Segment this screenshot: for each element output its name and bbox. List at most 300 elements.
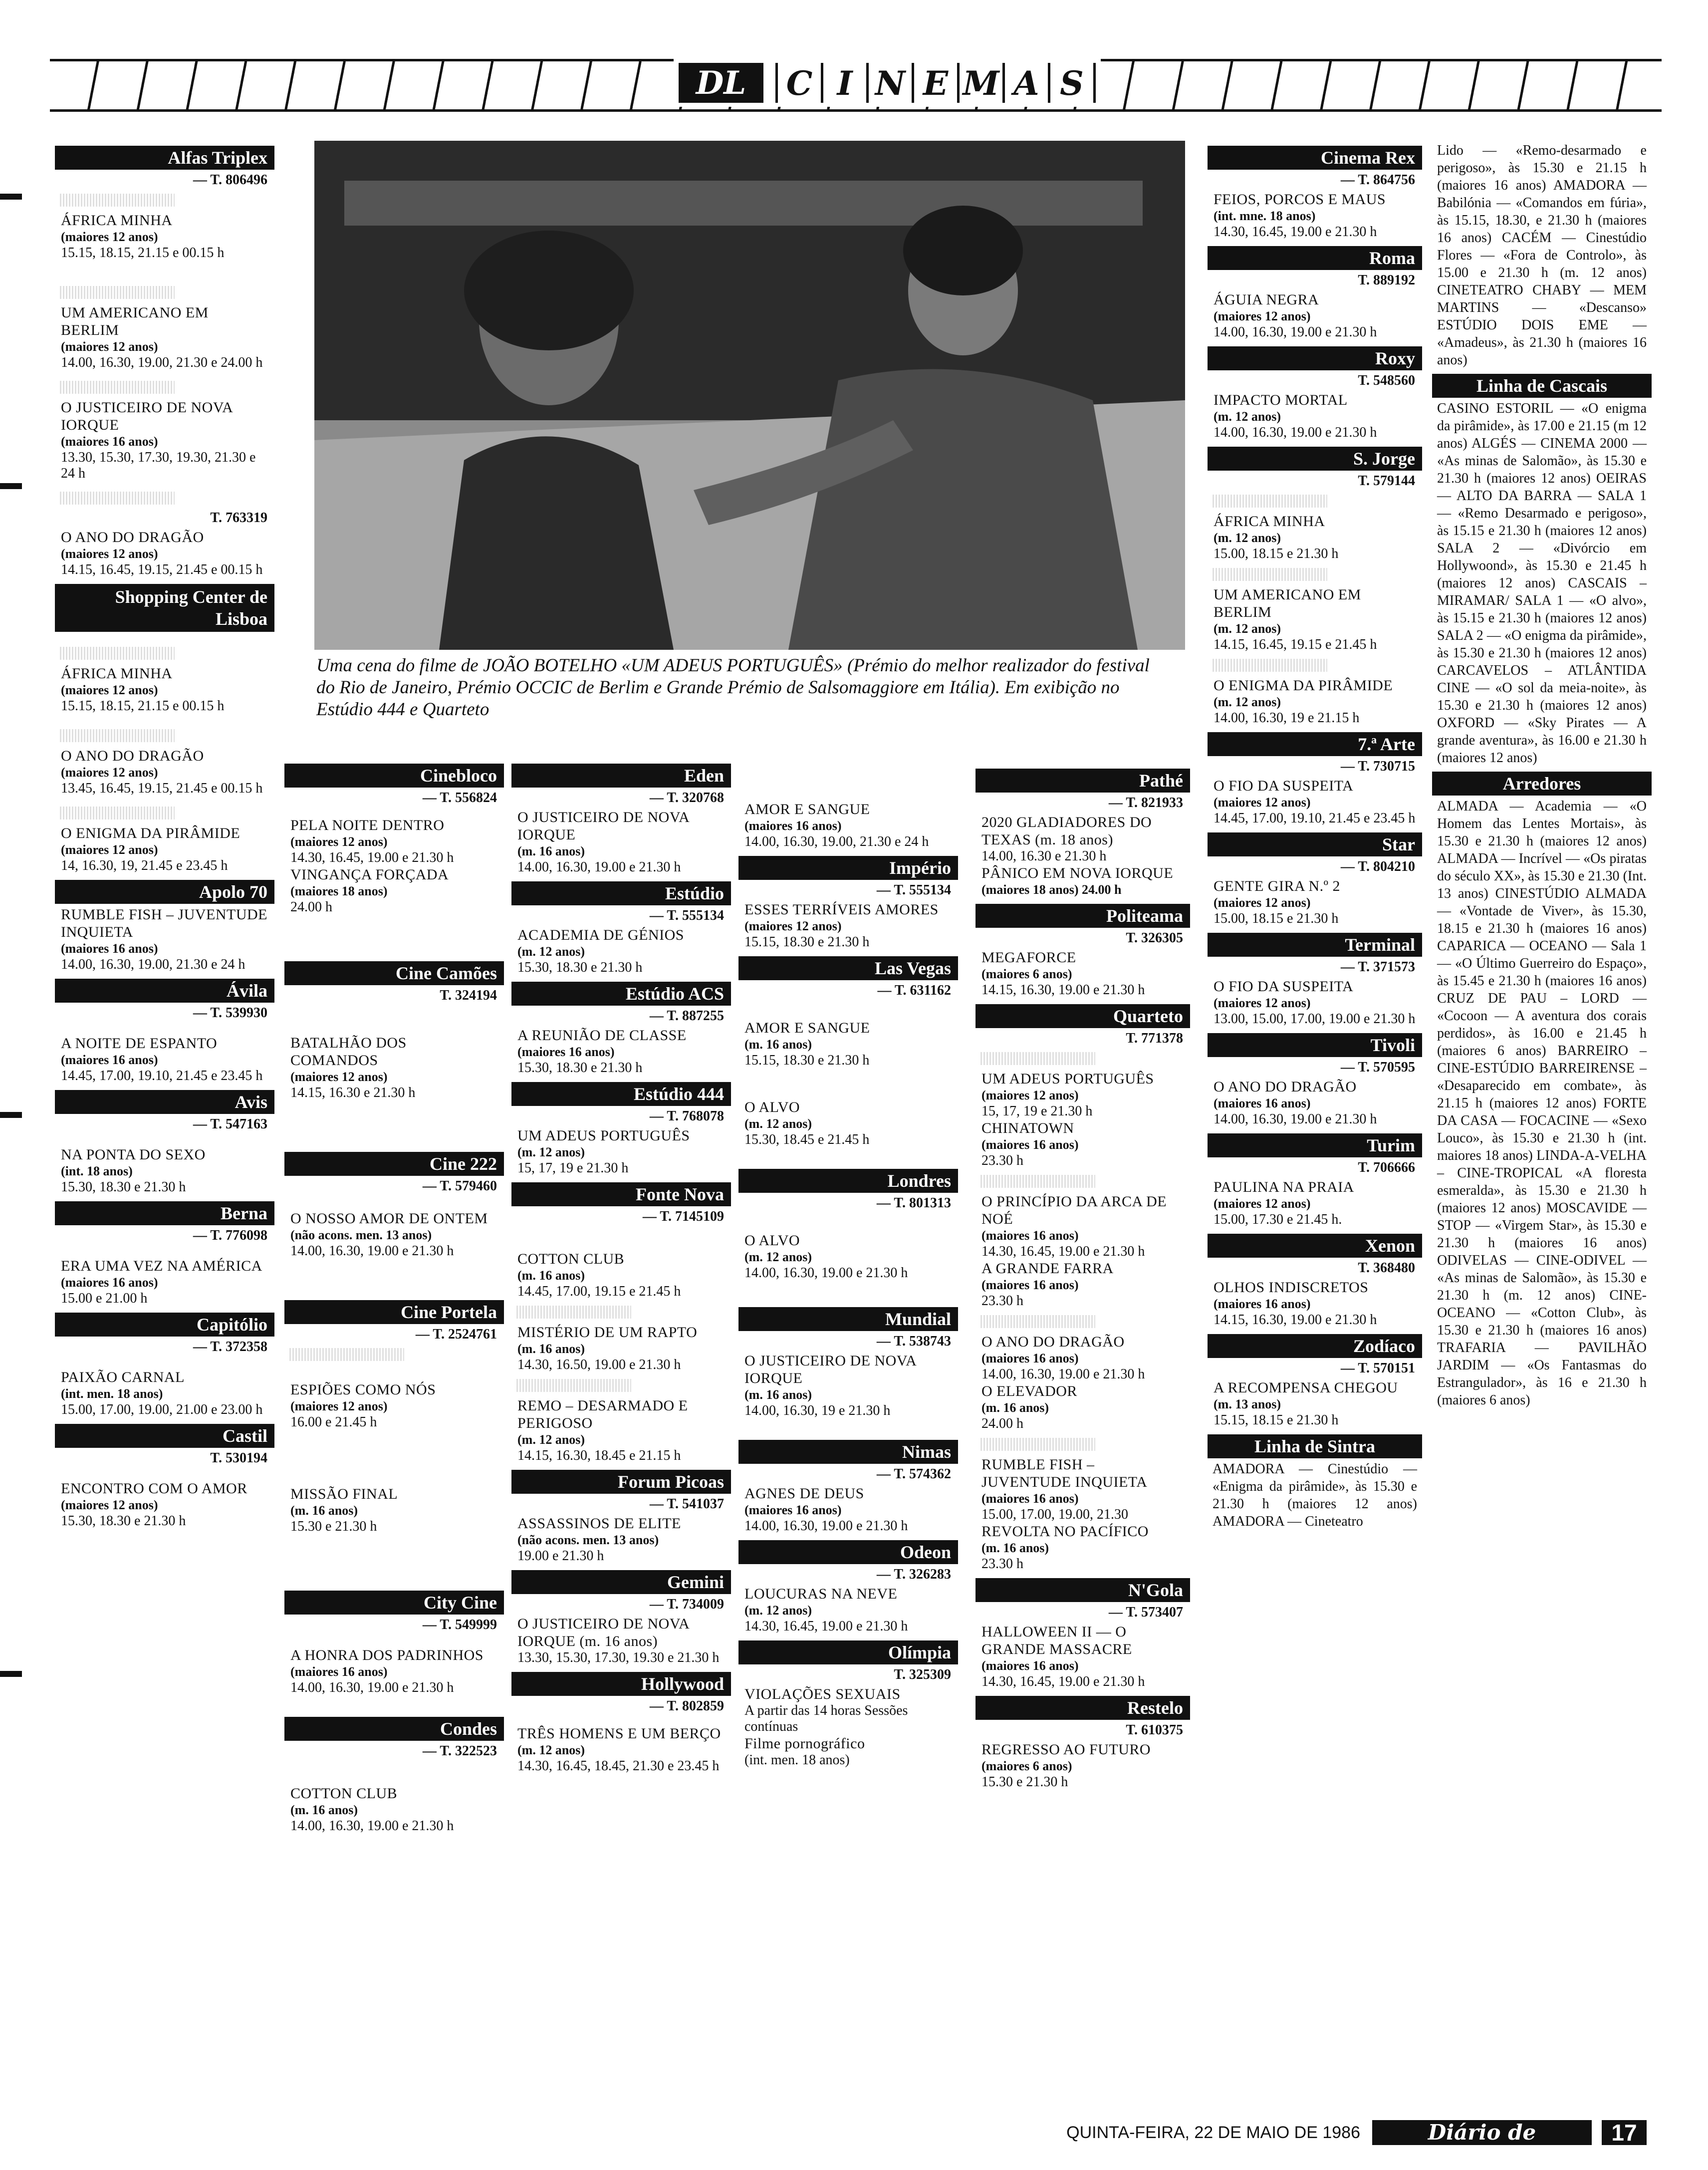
film-listing — [517, 1324, 725, 1373]
film-listing — [744, 1685, 952, 1768]
film-listing — [61, 399, 268, 482]
film-title: O JUSTICEIRO DE NOVA IORQUE — [61, 399, 233, 433]
film-times: 13.45, 16.45, 19.15, 21.45 e 00.15 h — [61, 781, 263, 796]
film-listing — [981, 1456, 1184, 1572]
film-times: 15, 17, 19 e 21.30 h — [981, 1103, 1093, 1119]
halftone-ornament — [60, 492, 175, 505]
film-title: MISSÃO FINAL — [290, 1486, 398, 1502]
film-title: O ANO DO DRAGÃO — [1214, 1079, 1357, 1095]
cinema-phone: — T. 556824 — [422, 790, 497, 806]
film-rating: (não acons. men. 13 anos) — [517, 1533, 659, 1547]
film-rating: (m. 12 anos) — [517, 1432, 585, 1447]
film-listing — [981, 1623, 1184, 1690]
film-times: 14.00, 16.30, 19.00 e 21.30 h — [981, 1366, 1145, 1382]
cinema-name: Roma — [1208, 246, 1422, 270]
cinema-phone: — T. 806496 — [193, 172, 267, 188]
film-title: PAULINA NA PRAIA — [1214, 1179, 1354, 1195]
film-title: RUMBLE FISH – JUVENTUDE INQUIETA — [981, 1456, 1148, 1490]
film-title: REGRESSO AO FUTURO — [981, 1741, 1151, 1758]
film-times: 14.30, 16.45, 19.00 e 21.30 h — [744, 1619, 908, 1634]
film-title: MEGAFORCE — [981, 949, 1076, 966]
film-listing — [517, 1127, 725, 1176]
film-rating: (maiores 12 anos) — [290, 1399, 388, 1413]
film-title: A REUNIÃO DE CLASSE — [517, 1027, 687, 1044]
column-7 — [1432, 141, 1652, 1411]
film-title: ERA UMA VEZ NA AMÉRICA — [61, 1258, 262, 1274]
section-header — [674, 59, 1101, 107]
film-times: 14.30, 16.45, 19.00 e 21.30 h — [981, 1674, 1145, 1689]
film-listing — [290, 1785, 498, 1834]
cinema-name: Politeama — [976, 904, 1190, 928]
cinema-phone: — T. 887255 — [649, 1008, 724, 1024]
film-rating: (maiores 16 anos) — [744, 818, 842, 833]
film-rating: (m. 16 anos) — [290, 1503, 358, 1518]
film-title: O FIO DA SUSPEITA — [1214, 778, 1354, 794]
film-rating: (maiores 16 anos) — [981, 1137, 1079, 1152]
film-times: 14.00, 16.30, 19.00 e 21.30 h — [290, 1680, 454, 1695]
film-rating: (maiores 16 anos) — [981, 1491, 1079, 1506]
film-rating: (int. men. 18 anos) — [61, 1386, 163, 1401]
halftone-ornament — [516, 1306, 631, 1319]
film-listing — [61, 1368, 268, 1418]
film-title: HALLOWEEN II — O GRANDE MASSACRE — [981, 1624, 1132, 1657]
film-times: 13.30, 15.30, 17.30, 19.30, 21.30 e 24 h — [61, 450, 256, 481]
cinema-phone: T. 325309 — [894, 1667, 951, 1682]
region-header: Linha de Sintra — [1208, 1434, 1422, 1458]
film-title: REVOLTA NO PACÍFICO — [981, 1523, 1149, 1540]
cinema-phone: — T. 541037 — [649, 1496, 724, 1512]
margin-mark — [0, 194, 22, 200]
margin-mark — [0, 1112, 22, 1118]
halftone-ornament — [289, 1348, 404, 1361]
dl-logo: DL — [679, 63, 763, 103]
cinema-name: Estúdio 444 — [511, 1082, 731, 1106]
film-rating: (maiores 12 anos) — [61, 230, 158, 244]
film-rating: (m. 12 anos) — [744, 1603, 812, 1618]
film-rating: (m. 12 anos) — [1214, 531, 1281, 545]
film-times: 14.15, 16.45, 19.15, 21.45 e 00.15 h — [61, 562, 263, 577]
film-rating: (maiores 12 anos) — [1214, 996, 1311, 1010]
film-times: 14.30, 16.45, 19.00 e 21.30 h — [981, 1244, 1145, 1259]
film-title: O ALVO — [744, 1099, 800, 1115]
film-title: A HONRA DOS PADRINHOS — [290, 1647, 484, 1663]
film-listing — [1214, 391, 1416, 441]
film-listing — [517, 1615, 725, 1666]
film-times: 13.30, 15.30, 17.30, 19.30 e 21.30 h — [517, 1650, 720, 1665]
film-rating: (m. 12 anos) — [1214, 621, 1281, 636]
film-listing — [290, 816, 498, 915]
film-title: PÂNICO EM NOVA IORQUE — [981, 865, 1174, 881]
film-title: AMOR E SANGUE — [744, 801, 870, 817]
margin-mark — [0, 483, 22, 489]
film-rating: (maiores 16 anos) — [61, 434, 158, 449]
cinema-phone: — T. 539930 — [193, 1005, 267, 1021]
film-times: 15.30, 18.30 e 21.30 h — [517, 960, 643, 975]
film-title: O ELEVADOR — [981, 1383, 1077, 1399]
film-listing — [61, 824, 268, 874]
photo-caption: Uma cena do filme de JOÃO BOTELHO «UM ADEUS PORTUGUÊS» (Prémio do melhor realizador do festival do Rio de Janeiro, Prémio OCCIC de Berlim e Grande Prémio de Salsomaggiore em Itália). Em exibição no Estúdio 444 e Quarteto — [316, 655, 1150, 720]
halftone-ornament — [980, 1438, 1095, 1451]
cinema-phone: T. 530194 — [210, 1450, 267, 1466]
cinema-phone: T. 368480 — [1358, 1260, 1415, 1276]
film-times: 15.15, 18.30 e 21.30 h — [744, 1053, 870, 1068]
header-letter: I — [821, 63, 866, 103]
film-rating: (m. 16 anos) — [290, 1803, 358, 1817]
film-listing — [61, 1146, 268, 1195]
film-rating: (maiores 16 anos) — [981, 1278, 1079, 1292]
film-listing — [981, 1333, 1184, 1432]
film-times: 14.00, 16.30, 19.00, 21.30 e 24.00 h — [61, 355, 263, 370]
film-times: 14.15, 16.30, 19.00 e 21.30 h — [1214, 1312, 1377, 1328]
film-title: LOUCURAS NA NEVE — [744, 1586, 898, 1602]
film-rating: (m. 16 anos) — [517, 1342, 585, 1356]
cinema-name: Las Vegas — [738, 956, 958, 980]
halftone-ornament — [980, 1052, 1095, 1065]
film-listing — [290, 1381, 498, 1430]
film-rating: (maiores 12 anos) — [290, 834, 388, 849]
film-times: 15.15, 18.15, 21.15 e 00.15 h — [61, 245, 225, 261]
film-title: COTTON CLUB — [290, 1785, 398, 1802]
film-times: 14.00, 16.30, 19 e 21.30 h — [744, 1403, 891, 1418]
film-title: VIOLAÇÕES SEXUAIS — [744, 1686, 901, 1702]
cinema-name: Estúdio — [511, 881, 731, 905]
film-times: 24.00 h — [290, 899, 332, 915]
column-4 — [738, 799, 958, 1774]
film-times: 15.00, 17.00, 19.00, 21.00 e 23.00 h — [61, 1402, 263, 1417]
cinema-name: Restelo — [976, 1696, 1190, 1720]
halftone-ornament — [60, 807, 175, 819]
cinema-name: Apolo 70 — [55, 880, 274, 904]
film-listing — [517, 1725, 725, 1774]
cinema-name: Olímpia — [738, 1640, 958, 1664]
film-times: 14.30, 16.45, 19.00 e 21.30 h — [1214, 224, 1377, 240]
film-rating: (maiores 6 anos) — [981, 967, 1072, 981]
halftone-ornament — [980, 1315, 1095, 1328]
film-title: UM AMERICANO EM BERLIM — [61, 304, 209, 338]
cinema-phone: — T. 2524761 — [415, 1327, 497, 1342]
film-listing — [1214, 513, 1416, 562]
cinema-phone: — T. 547163 — [193, 1116, 267, 1132]
film-rating: (maiores 16 anos) — [61, 1275, 158, 1290]
film-listing — [744, 801, 952, 850]
film-times: 14.30, 16.50, 19.00 e 21.30 h — [517, 1357, 681, 1372]
cinema-name: Cinema Rex — [1208, 146, 1422, 170]
film-still-image — [314, 141, 1185, 650]
film-rating: (maiores 18 anos) 24.00 h — [981, 882, 1122, 897]
film-rating: (m. 12 anos) — [744, 1116, 812, 1131]
film-rating: (m. 16 anos) — [744, 1387, 812, 1402]
page-footer — [1003, 2120, 1647, 2170]
film-rating: (maiores 16 anos) — [61, 941, 158, 956]
film-rating: (m. 16 anos) — [981, 1400, 1049, 1415]
cinema-name: N'Gola — [976, 1578, 1190, 1602]
halftone-ornament — [60, 729, 175, 742]
film-times: 15.30, 18.45 e 21.45 h — [744, 1132, 870, 1147]
film-rating: (m. 12 anos) — [1214, 695, 1281, 709]
film-title: TRÊS HOMENS E UM BERÇO — [517, 1725, 721, 1742]
film-title: ASSASSINOS DE ELITE — [517, 1515, 681, 1532]
film-times: 14.45, 17.00, 19.15 e 21.45 h — [517, 1284, 681, 1299]
film-title: COTTON CLUB — [517, 1251, 625, 1267]
film-listing — [1214, 777, 1416, 826]
film-title: ENCONTRO COM O AMOR — [61, 1480, 247, 1497]
film-listing — [517, 1515, 725, 1564]
cinema-phone: — T. 320768 — [649, 790, 724, 806]
regional-listings: CASINO ESTORIL — «O enigma da pirâmide», às 17.00 e 21.15 (m 12 anos) ALGÉS — CINEMA 2000 — «As minas de Salomão», às 15.30 e 21.30 h (maiores 12 anos) OEIRAS — ALTO DA BARRA — SALA 1 — «Remo Desarmado e perigoso», às 15.15 e 21.30 h (maiores 12 anos) SALA 2 — «Divórcio em Hollywoond», às 15.30 e 21.45 h (maiores 12 anos) CASCAIS – MIRAMAR/ SALA 1 — «O alvo», às 15.15 e 21.30 h (maiores 12 anos) SALA 2 — «O enigma da pirâmide», às 15.30 e 21.30 h (maiores 12 anos) CARCAVELOS – ATLÂNTIDA CINE — «O sol da meia-noite», às 15.30 e 21.30 h (maiores 12 anos) OXFORD — «Sky Pirates — A grande aventura», às 16.00 e 21.30 h (maiores 12 anos) — [1437, 401, 1647, 766]
halftone-ornament — [60, 286, 175, 299]
cinema-phone: — T. 768078 — [649, 1108, 724, 1124]
film-title: UM AMERICANO EM BERLIM — [1214, 586, 1361, 620]
film-rating: (maiores 12 anos) — [61, 683, 158, 697]
cinema-phone: — T. 776098 — [193, 1228, 267, 1243]
film-title: AMOR E SANGUE — [744, 1020, 870, 1036]
film-title: VINGANÇA FORÇADA — [290, 866, 449, 883]
film-title: A RECOMPENSA CHEGOU — [1214, 1379, 1398, 1396]
cinema-phone: — T. 570151 — [1340, 1360, 1415, 1376]
cinema-phone: — T. 538743 — [876, 1334, 951, 1349]
film-times: A partir das 14 horas Sessões contínuas — [744, 1703, 908, 1734]
film-listing — [61, 1257, 268, 1307]
film-listing — [744, 1019, 952, 1069]
film-rating: (maiores 16 anos) — [981, 1658, 1079, 1673]
film-times: 15.30, 18.30 e 21.30 h — [61, 1513, 186, 1529]
film-listing — [981, 949, 1184, 998]
film-title: ACADEMIA DE GÉNIOS — [517, 927, 684, 943]
film-rating: (maiores 12 anos) — [1214, 309, 1311, 323]
cinema-phone: — T. 372358 — [193, 1339, 267, 1355]
film-times: 15.00 e 21.00 h — [61, 1291, 148, 1306]
cinema-phone: — T. 864756 — [1340, 172, 1415, 188]
film-listing — [1214, 191, 1416, 240]
film-listing — [517, 1027, 725, 1076]
film-listing — [517, 926, 725, 976]
column-5 — [976, 764, 1190, 1796]
cinema-phone: — T. 734009 — [649, 1597, 724, 1612]
film-times: 14.00, 16.30, 19.00 e 21.30 h — [517, 859, 681, 875]
cinema-name: Star — [1208, 832, 1422, 856]
cinema-phone: — T. 570595 — [1340, 1060, 1415, 1075]
cinema-name: Quarteto — [976, 1004, 1190, 1028]
film-times: 15.30 e 21.30 h — [290, 1519, 377, 1534]
film-times: 14.45, 17.00, 19.10, 21.45 e 23.45 h — [1214, 811, 1416, 826]
film-times: 14.30, 16.45, 18.45, 21.30 e 23.45 h — [517, 1758, 720, 1774]
film-listing — [290, 1210, 498, 1259]
cinema-name: Eden — [511, 764, 731, 788]
cinema-phone: — T. 7145109 — [642, 1209, 724, 1224]
film-title: GENTE GIRA N.º 2 — [1214, 878, 1340, 894]
halftone-ornament — [1213, 659, 1327, 672]
cinema-phone: — T. 322523 — [422, 1743, 497, 1759]
film-title: Filme pornográfico — [744, 1735, 865, 1752]
header-letter: S — [1048, 63, 1096, 103]
page-number: 17 — [1602, 2120, 1647, 2145]
cinema-phone: T. 771378 — [1126, 1031, 1183, 1046]
cinema-phone: T. 706666 — [1358, 1160, 1415, 1175]
film-times: 14.30, 16.45, 19.00 e 21.30 h — [290, 850, 454, 865]
halftone-ornament — [1213, 568, 1327, 581]
film-times: 13.00, 15.00, 17.00, 19.00 e 21.30 h — [1214, 1011, 1416, 1027]
cinema-phone: — T. 555134 — [649, 908, 724, 923]
film-times: 14.00, 16.30, 19.00 e 21.30 h — [1214, 324, 1377, 340]
film-listing — [981, 1070, 1184, 1169]
cinema-name: S. Jorge — [1208, 447, 1422, 471]
cinema-phone: — T. 631162 — [877, 983, 951, 998]
film-times: 14.00, 16.30, 19 e 21.15 h — [1214, 710, 1360, 726]
film-rating: (maiores 16 anos) — [1214, 1297, 1311, 1311]
film-listing — [517, 1397, 725, 1464]
film-times: 16.00 e 21.45 h — [290, 1414, 377, 1430]
column-2 — [284, 759, 504, 1840]
header-letter: A — [1002, 63, 1048, 103]
cinema-name: City Cine — [284, 1591, 504, 1615]
film-listing — [744, 1585, 952, 1634]
cinema-name: Turim — [1208, 1133, 1422, 1157]
film-listing — [61, 665, 268, 714]
film-title: UM ADEUS PORTUGUÊS — [517, 1127, 690, 1144]
cinema-name: Condes — [284, 1717, 504, 1741]
film-title: O JUSTICEIRO DE NOVA IORQUE — [744, 1353, 916, 1386]
region-header: Arredores — [1432, 772, 1652, 796]
cinema-name: Estúdio ACS — [511, 982, 731, 1006]
film-rating: (maiores 12 anos) — [1214, 895, 1311, 910]
film-listing — [981, 1193, 1184, 1309]
film-listing — [1214, 1078, 1416, 1127]
film-rating: (maiores 12 anos) — [290, 1070, 388, 1084]
film-times: 14.00, 16.30, 19.00 e 21.30 h — [1214, 425, 1377, 440]
film-rating: (m. 16 anos) — [744, 1037, 812, 1052]
film-title: ÁFRICA MINHA — [1214, 513, 1325, 530]
film-times: 15.00, 18.15 e 21.30 h — [1214, 911, 1339, 926]
film-title: BATALHÃO DOS COMANDOS — [290, 1035, 407, 1069]
film-times: 19.00 e 21.30 h — [517, 1548, 604, 1564]
cinema-phone: — T. 579460 — [422, 1178, 497, 1194]
film-rating: (maiores 16 anos) — [981, 1228, 1079, 1243]
film-listing — [61, 1480, 268, 1529]
film-listing — [744, 901, 952, 950]
film-times: (int. men. 18 anos) — [744, 1752, 850, 1768]
cinema-name: Fonte Nova — [511, 1182, 731, 1206]
film-rating: (maiores 16 anos) — [517, 1045, 615, 1059]
film-title: A NOITE DE ESPANTO — [61, 1035, 218, 1052]
film-listing — [1214, 978, 1416, 1027]
film-title: NA PONTA DO SEXO — [61, 1146, 206, 1163]
cinema-phone: — T. 549999 — [422, 1617, 497, 1632]
film-title: ESSES TERRÍVEIS AMORES — [744, 901, 939, 918]
film-still-photo — [314, 141, 1185, 650]
cinema-name: Cinebloco — [284, 764, 504, 788]
film-listing — [1214, 1178, 1416, 1228]
film-listing — [61, 747, 268, 797]
cinema-name: Cine Camões — [284, 961, 504, 985]
film-title: ÁFRICA MINHA — [61, 665, 173, 682]
cinema-phone: — T. 573407 — [1108, 1605, 1183, 1620]
film-title: O ALVO — [744, 1232, 800, 1249]
film-title: AGNES DE DEUS — [744, 1485, 864, 1502]
halftone-ornament — [516, 1379, 631, 1392]
cinema-phone: T. 610375 — [1126, 1722, 1183, 1738]
film-listing — [61, 304, 268, 371]
film-listing — [61, 1035, 268, 1084]
film-rating: (m. 16 anos) — [517, 844, 585, 858]
film-listing — [1214, 586, 1416, 653]
cinema-name: Capitólio — [55, 1313, 274, 1337]
film-title: PAIXÃO CARNAL — [61, 1369, 185, 1385]
film-title: O ANO DO DRAGÃO — [61, 748, 204, 764]
film-times: 15.30, 18.30 e 21.30 h — [61, 1179, 186, 1195]
film-title: O JUSTICEIRO DE NOVA IORQUE (m. 16 anos) — [517, 1616, 689, 1649]
cinema-name: Nimas — [738, 1440, 958, 1464]
cinema-phone: T. 326305 — [1126, 930, 1183, 946]
film-rating: (maiores 12 anos) — [1214, 1196, 1311, 1211]
film-times: 23.30 h — [981, 1556, 1023, 1572]
header-letter: M — [957, 63, 1002, 103]
cinema-phone: — T. 574362 — [876, 1466, 951, 1482]
film-times: 14.45, 17.00, 19.10, 21.45 e 23.45 h — [61, 1068, 263, 1084]
cinema-name: Terminal — [1208, 933, 1422, 957]
film-title: CHINATOWN — [981, 1120, 1074, 1136]
film-listing — [290, 1485, 498, 1535]
cinema-name: Forum Picoas — [511, 1470, 731, 1494]
cinema-phone: T. 548560 — [1358, 373, 1415, 388]
film-title: O ANO DO DRAGÃO — [981, 1334, 1125, 1350]
cinema-name: Roxy — [1208, 346, 1422, 370]
cinema-name: Mundial — [738, 1307, 958, 1331]
film-rating: (maiores 16 anos) — [1214, 1096, 1311, 1110]
newspaper-masthead: Diário de Lisboa — [1372, 2120, 1592, 2145]
film-times: 14.15, 16.45, 19.15 e 21.45 h — [1214, 637, 1377, 652]
region-header: Linha de Cascais — [1432, 374, 1652, 398]
film-title: FEIOS, PORCOS E MAUS — [1214, 191, 1386, 208]
film-listing — [290, 1034, 498, 1101]
cinema-phone: — T. 371573 — [1340, 959, 1415, 975]
film-times: 14.00, 16.30, 19.00 e 21.30 h — [290, 1243, 454, 1259]
regional-listings: AMADORA — Cinestúdio — «Enigma da pirâmide», às 15.30 e 21.30 h (maiores 12 anos) AMADORA — Cineteatro — [1213, 1461, 1417, 1529]
film-title: ÁFRICA MINHA — [61, 212, 173, 229]
halftone-ornament — [1213, 495, 1327, 508]
film-times: 14.00, 16.30 e 21.30 h — [981, 848, 1107, 864]
film-title: ÁGUIA NEGRA — [1214, 291, 1319, 308]
cinema-name: Ávila — [55, 979, 274, 1003]
cinema-name: Tivoli — [1208, 1033, 1422, 1057]
film-title: O PRINCÍPIO DA ARCA DE NOÉ — [981, 1193, 1167, 1227]
film-title: A GRANDE FARRA — [981, 1260, 1114, 1277]
film-times: 15.00, 17.30 e 21.45 h. — [1214, 1212, 1342, 1227]
film-rating: (m. 16 anos) — [517, 1268, 585, 1283]
halftone-ornament — [60, 194, 175, 207]
film-listing — [744, 1352, 952, 1419]
film-times: 15.30 e 21.30 h — [981, 1774, 1068, 1790]
film-rating: (m. 16 anos) — [981, 1541, 1049, 1555]
cinema-phone: T. 579144 — [1358, 473, 1415, 489]
film-rating: (maiores 6 anos) — [981, 1759, 1072, 1773]
film-rating: (maiores 12 anos) — [981, 1088, 1079, 1102]
film-listing — [744, 1232, 952, 1281]
film-rating: (não acons. men. 13 anos) — [290, 1228, 432, 1242]
film-rating: (m. 12 anos) — [1214, 409, 1281, 424]
regional-listings: Lido — «Remo-desarmado e perigoso», às 15.30 e 21.15 h (maiores 16 anos) AMADORA — Babilónia — «Comandos em fúria», às 15.15, 18.30, e 21.30 h (maiores 16 anos) CACÉM — Cinestúdio Flores — «Fora de Controlo», às 15.00 e 21.30 h (m. 12 anos) CINETEATRO CHABY — MEM MARTINS — «Descanso» ESTÚDIO DOIS EME — «Amadeus», às 21.30 h (maiores 16 anos) — [1437, 143, 1647, 368]
film-times: 24.00 h — [981, 1416, 1023, 1431]
cinema-phone: T. 763319 — [210, 510, 267, 526]
cinema-phone: — T. 821933 — [1108, 795, 1183, 811]
film-listing — [981, 1741, 1184, 1790]
film-rating: (maiores 12 anos) — [61, 339, 158, 354]
film-times: 14.15, 16.30, 19.00 e 21.30 h — [981, 982, 1145, 998]
film-listing — [1214, 1279, 1416, 1328]
film-title: OLHOS INDISCRETOS — [1214, 1279, 1369, 1296]
film-rating: (maiores 16 anos) — [61, 1053, 158, 1067]
film-listing — [61, 529, 268, 578]
cinema-phone: — T. 555134 — [876, 882, 951, 898]
